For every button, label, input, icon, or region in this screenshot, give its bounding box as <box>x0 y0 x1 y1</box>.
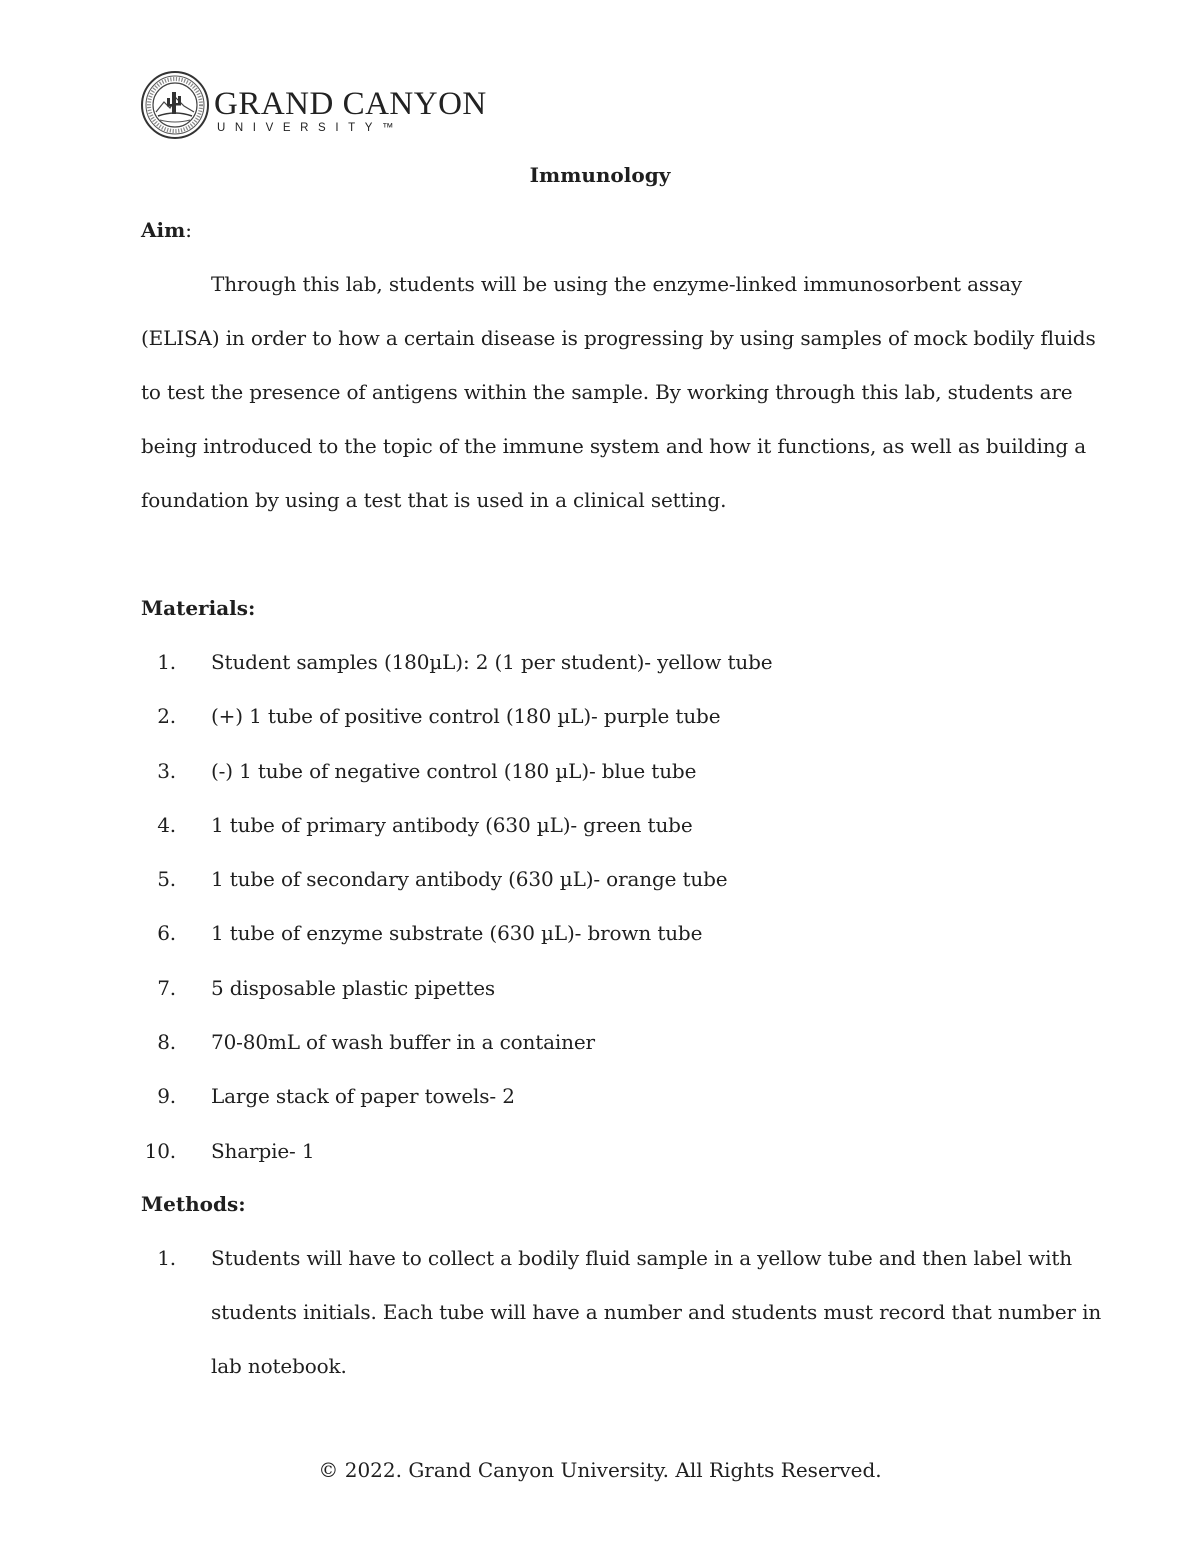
list-text: Sharpie- 1 <box>211 1138 315 1163</box>
list-number: 4. <box>157 812 176 837</box>
aim-heading-text: Aim <box>141 218 186 242</box>
list-number: 9. <box>157 1084 176 1109</box>
methods-line: students initials. Each tube will have a number and students must record that number in <box>211 1300 1102 1324</box>
list-number: 7. <box>157 975 176 1000</box>
list-number: 5. <box>157 867 176 892</box>
list-text: Student samples (180µL): 2 (1 per student)- yellow tube <box>211 650 773 674</box>
logo-wordmark: GRAND CANYON <box>214 86 487 122</box>
methods-line: Students will have to collect a bodily fluid sample in a yellow tube and then label with <box>211 1246 1072 1270</box>
list-number: 8. <box>157 1030 176 1055</box>
list-text: (+) 1 tube of positive control (180 µL)- purple tube <box>211 704 721 729</box>
methods-line: lab notebook. <box>211 1354 347 1378</box>
list-text: 1 tube of primary antibody (630 µL)- green tube <box>211 812 693 837</box>
aim-line: foundation by using a test that is used in a clinical setting. <box>141 488 727 512</box>
list-text: (-) 1 tube of negative control (180 µL)- blue tube <box>211 758 697 783</box>
methods-text <box>211 1244 1102 1406</box>
list-text: Large stack of paper towels- 2 <box>211 1084 515 1109</box>
list-number: 3. <box>157 758 176 783</box>
copyright-footer: © 2022. Grand Canyon University. All Rights Reserved. <box>318 1458 882 1482</box>
list-number: 1. <box>157 1246 176 1270</box>
university-seal-icon <box>140 70 210 140</box>
list-number: 2. <box>157 704 176 729</box>
list-text: 5 disposable plastic pipettes <box>211 975 496 1000</box>
list-text: 1 tube of enzyme substrate (630 µL)- brown tube <box>211 921 703 946</box>
page-title: Immunology <box>529 163 671 187</box>
list-text: 70-80mL of wash buffer in a container <box>211 1030 595 1055</box>
aim-line: Through this lab, students will be using the enzyme-linked immunosorbent assay <box>211 272 1023 296</box>
list-number: 1. <box>157 650 176 674</box>
list-text: 1 tube of secondary antibody (630 µL)- orange tube <box>211 867 728 892</box>
aim-paragraph <box>141 257 1096 527</box>
list-number: 6. <box>157 921 176 946</box>
aim-line: (ELISA) in order to how a certain disease is progressing by using samples of mock bodily fluids <box>141 326 1096 350</box>
aim-line: being introduced to the topic of the immune system and how it functions, as well as building a <box>141 434 1087 458</box>
aim-heading <box>141 216 192 244</box>
list-number: 10. <box>144 1138 176 1163</box>
university-logo <box>140 70 487 140</box>
logo-subtitle: UNIVERSITY™ <box>217 122 404 134</box>
materials-heading: Materials: <box>141 596 256 620</box>
aim-heading-colon: : <box>185 218 193 242</box>
aim-line: to test the presence of antigens within the sample. By working through this lab, students are <box>141 380 1073 404</box>
methods-heading: Methods: <box>141 1192 246 1216</box>
